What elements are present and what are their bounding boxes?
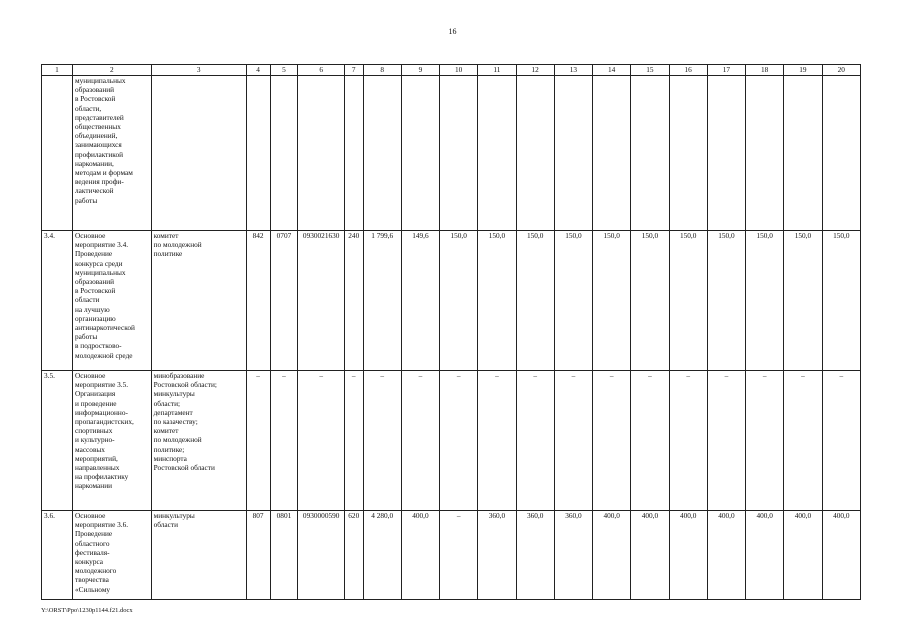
column-header: 12: [516, 65, 554, 76]
value-cell: [478, 76, 516, 231]
value-cell: [593, 76, 631, 231]
value-cell: 400,0: [822, 511, 860, 600]
value-cell: –: [298, 371, 345, 511]
value-cell: –: [707, 371, 745, 511]
value-cell: 400,0: [707, 511, 745, 600]
column-header: 9: [401, 65, 439, 76]
column-header: 5: [270, 65, 298, 76]
value-cell: –: [822, 371, 860, 511]
row-id: [42, 76, 73, 231]
value-cell: –: [401, 371, 439, 511]
value-cell: 150,0: [440, 231, 478, 371]
value-cell: 0930000590: [298, 511, 345, 600]
value-cell: –: [593, 371, 631, 511]
value-cell: –: [746, 371, 784, 511]
value-cell: –: [784, 371, 822, 511]
table-row: [42, 231, 861, 371]
row-id: 3.5.: [42, 371, 73, 511]
value-cell: 400,0: [669, 511, 707, 600]
column-header: 13: [554, 65, 592, 76]
value-cell: 150,0: [516, 231, 554, 371]
table-row: [42, 511, 861, 600]
value-cell: –: [631, 371, 669, 511]
value-cell: 150,0: [822, 231, 860, 371]
value-cell: 400,0: [784, 511, 822, 600]
value-cell: 0707: [270, 231, 298, 371]
value-cell: –: [516, 371, 554, 511]
value-cell: 360,0: [516, 511, 554, 600]
value-cell: 150,0: [707, 231, 745, 371]
column-header: 19: [784, 65, 822, 76]
value-cell: 150,0: [784, 231, 822, 371]
value-cell: 4 280,0: [363, 511, 401, 600]
column-header: 11: [478, 65, 516, 76]
value-cell: 150,0: [669, 231, 707, 371]
column-header: 17: [707, 65, 745, 76]
value-cell: [746, 76, 784, 231]
row-id: 3.6.: [42, 511, 73, 600]
measure-name: Основное мероприятие 3.5. Организация и проведение информационно- пропагандистских, спортивных и культурно- массовых мероприятий, направленных на профилактику наркомании: [73, 371, 152, 511]
value-cell: [298, 76, 345, 231]
value-cell: 240: [344, 231, 363, 371]
column-header: 10: [440, 65, 478, 76]
value-cell: 0930021630: [298, 231, 345, 371]
value-cell: 150,0: [554, 231, 592, 371]
program-table: [41, 64, 861, 600]
value-cell: –: [554, 371, 592, 511]
page-number: 16: [448, 27, 457, 36]
value-cell: [363, 76, 401, 231]
value-cell: 620: [344, 511, 363, 600]
value-cell: 1 799,6: [363, 231, 401, 371]
value-cell: 150,0: [631, 231, 669, 371]
value-cell: [784, 76, 822, 231]
value-cell: 149,6: [401, 231, 439, 371]
value-cell: [516, 76, 554, 231]
value-cell: 400,0: [401, 511, 439, 600]
column-header: 18: [746, 65, 784, 76]
column-header: 3: [151, 65, 246, 76]
column-header: 16: [669, 65, 707, 76]
measure-name: муниципальных образований в Ростовской области, представителей общественных объединений, занимающихся профилактикой наркомании, методам и формам ведения профи- лактической работы: [73, 76, 152, 231]
value-cell: 360,0: [478, 511, 516, 600]
executor: минкультуры области: [151, 511, 246, 600]
file-path-footer: Y:\ORST\Ppo\1230p1144.f21.docx: [41, 607, 133, 614]
value-cell: 807: [246, 511, 270, 600]
executor: комитет по молодежной политике: [151, 231, 246, 371]
column-header: 15: [631, 65, 669, 76]
value-cell: 400,0: [593, 511, 631, 600]
column-header: 7: [344, 65, 363, 76]
value-cell: 400,0: [631, 511, 669, 600]
value-cell: –: [246, 371, 270, 511]
column-header: 14: [593, 65, 631, 76]
value-cell: –: [363, 371, 401, 511]
value-cell: –: [440, 511, 478, 600]
value-cell: 0801: [270, 511, 298, 600]
column-header: 6: [298, 65, 345, 76]
value-cell: 400,0: [746, 511, 784, 600]
value-cell: 842: [246, 231, 270, 371]
column-header: 20: [822, 65, 860, 76]
value-cell: [344, 76, 363, 231]
column-number-header: [42, 65, 861, 76]
value-cell: 150,0: [746, 231, 784, 371]
value-cell: [707, 76, 745, 231]
value-cell: –: [669, 371, 707, 511]
executor: [151, 76, 246, 231]
value-cell: [822, 76, 860, 231]
value-cell: [554, 76, 592, 231]
value-cell: –: [478, 371, 516, 511]
value-cell: [270, 76, 298, 231]
value-cell: –: [270, 371, 298, 511]
column-header: 4: [246, 65, 270, 76]
value-cell: [246, 76, 270, 231]
value-cell: 360,0: [554, 511, 592, 600]
value-cell: 150,0: [478, 231, 516, 371]
value-cell: –: [344, 371, 363, 511]
column-header: 2: [73, 65, 152, 76]
measure-name: Основное мероприятие 3.4. Проведение конкурса среди муниципальных образований в Ростовской области на лучшую организацию антинаркотической работы в подростково- молодежной среде: [73, 231, 152, 371]
value-cell: [631, 76, 669, 231]
column-header: 8: [363, 65, 401, 76]
column-header: 1: [42, 65, 73, 76]
executor: минобразование Ростовской области; минкультуры области; департамент по казачеству; комитет по молодежной политике; минспорта Ростовской области: [151, 371, 246, 511]
value-cell: [440, 76, 478, 231]
value-cell: [401, 76, 439, 231]
table-row: [42, 371, 861, 511]
value-cell: –: [440, 371, 478, 511]
row-id: 3.4.: [42, 231, 73, 371]
table-row: [42, 76, 861, 231]
value-cell: [669, 76, 707, 231]
value-cell: 150,0: [593, 231, 631, 371]
measure-name: Основное мероприятие 3.6. Проведение областного фестиваля- конкурса молодежного творчества «Сильному: [73, 511, 152, 600]
